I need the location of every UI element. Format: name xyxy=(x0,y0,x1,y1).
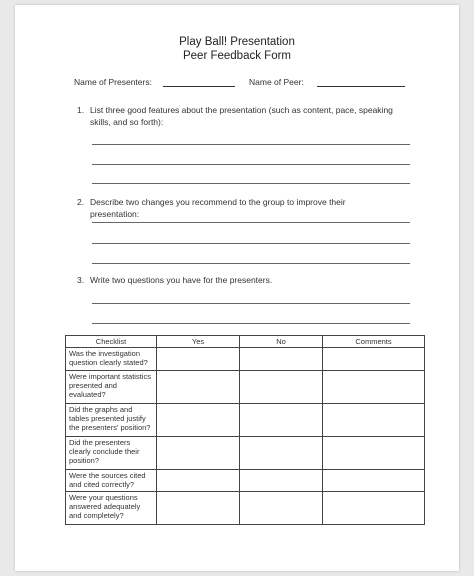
no-cell[interactable] xyxy=(240,404,323,437)
yes-cell[interactable] xyxy=(157,404,240,437)
question-3 xyxy=(77,274,407,288)
checklist-item: Was the investigation question clearly stated? xyxy=(66,348,157,371)
question-text: Describe two changes you recommend to the group to improve their presentation: xyxy=(90,197,346,219)
answer-line[interactable] xyxy=(92,144,410,145)
answer-line[interactable] xyxy=(92,183,410,184)
table-row xyxy=(66,348,425,371)
comments-cell[interactable] xyxy=(323,371,425,404)
checklist-item: Were important statistics presented and evaluated? xyxy=(66,371,157,404)
form-title-line-2: Peer Feedback Form xyxy=(182,50,291,62)
question-text: Write two questions you have for the presenters. xyxy=(90,275,273,285)
checklist-item: Did the graphs and tables presented justify the presenters' position? xyxy=(66,404,157,437)
table-row xyxy=(66,371,425,404)
answer-line[interactable] xyxy=(92,303,410,304)
no-cell[interactable] xyxy=(240,492,323,525)
form-title-line-1: Play Ball! Presentation xyxy=(179,36,295,48)
question-number: 1. xyxy=(77,105,85,115)
peer-label: Name of Peer: xyxy=(249,77,304,87)
presenters-label: Name of Presenters: xyxy=(74,77,152,87)
question-number: 2. xyxy=(77,197,85,207)
question-1 xyxy=(77,104,407,130)
comments-cell[interactable] xyxy=(323,470,425,492)
table-row xyxy=(66,404,425,437)
no-cell[interactable] xyxy=(240,470,323,492)
comments-cell[interactable] xyxy=(323,404,425,437)
header-yes: Yes xyxy=(157,336,240,348)
table-row xyxy=(66,437,425,470)
question-2 xyxy=(77,196,407,219)
yes-cell[interactable] xyxy=(157,348,240,371)
table-row xyxy=(66,470,425,492)
no-cell[interactable] xyxy=(240,348,323,371)
no-cell[interactable] xyxy=(240,371,323,404)
answer-line[interactable] xyxy=(92,164,410,165)
presenters-name-field[interactable] xyxy=(163,77,235,87)
answer-line[interactable] xyxy=(92,263,410,264)
no-cell[interactable] xyxy=(240,437,323,470)
checklist-header-row xyxy=(66,336,425,348)
checklist-item: Were your questions answered adequately and completely? xyxy=(66,492,157,525)
table-row xyxy=(66,492,425,525)
checklist-item: Were the sources cited and cited correctly? xyxy=(66,470,157,492)
question-number: 3. xyxy=(77,275,85,285)
comments-cell[interactable] xyxy=(323,348,425,371)
header-comments: Comments xyxy=(323,336,425,348)
yes-cell[interactable] xyxy=(157,470,240,492)
answer-line[interactable] xyxy=(92,243,410,244)
yes-cell[interactable] xyxy=(157,437,240,470)
question-text: List three good features about the presentation (such as content, pace, speaking skills, and so forth): xyxy=(90,105,393,127)
header-checklist: Checklist xyxy=(66,336,157,348)
checklist-item: Did the presenters clearly conclude their position? xyxy=(66,437,157,470)
yes-cell[interactable] xyxy=(157,492,240,525)
feedback-form-page xyxy=(15,5,459,571)
yes-cell[interactable] xyxy=(157,371,240,404)
comments-cell[interactable] xyxy=(323,492,425,525)
answer-line[interactable] xyxy=(92,222,410,223)
comments-cell[interactable] xyxy=(323,437,425,470)
checklist-table xyxy=(65,335,425,525)
header-no: No xyxy=(240,336,323,348)
peer-name-field[interactable] xyxy=(317,77,405,87)
answer-line[interactable] xyxy=(92,323,410,324)
